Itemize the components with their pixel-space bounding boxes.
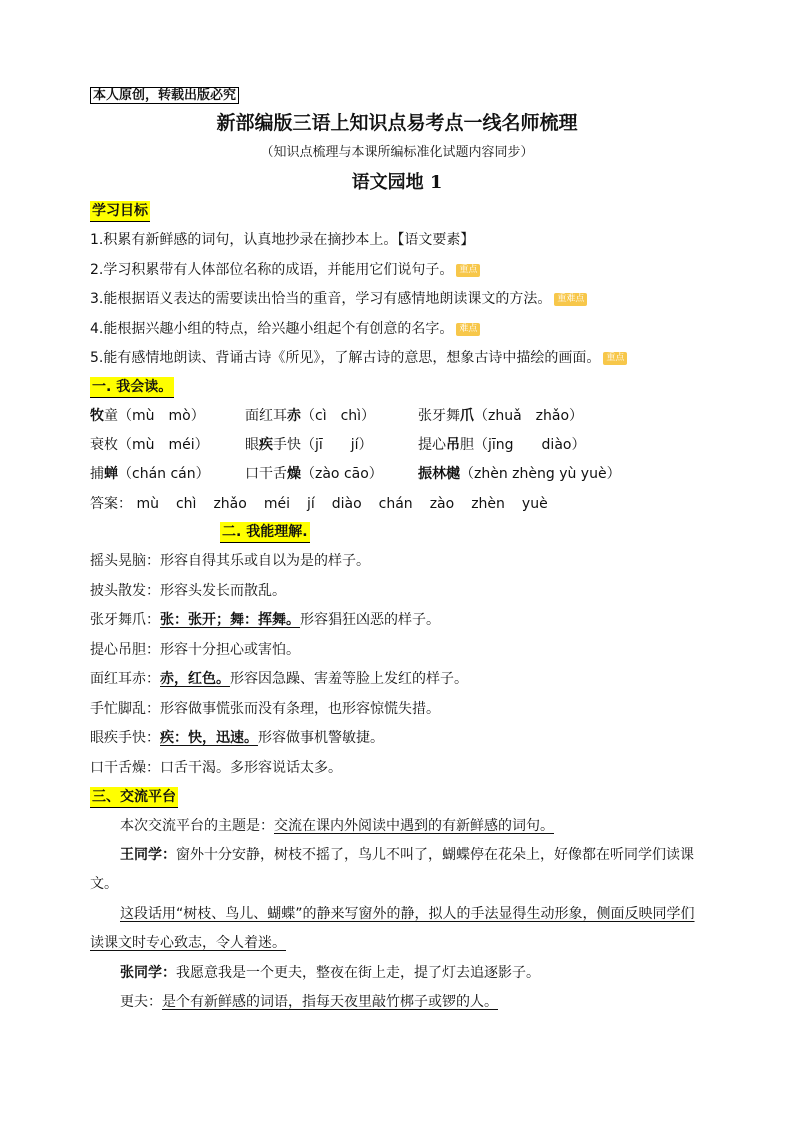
definition-item: [90, 581, 286, 601]
definition-term: 张牙舞爪：: [90, 612, 160, 628]
definition-meaning: 口舌干渴。多形容说话太多。: [160, 759, 342, 776]
goal-item: [90, 289, 587, 309]
goal-badge: 重点: [603, 352, 627, 365]
reading-key-char: 爪: [460, 408, 474, 424]
reading-pre: 捕: [90, 466, 104, 482]
goals-heading: 学习目标: [90, 201, 150, 222]
definition-term: 口干舌燥：: [90, 759, 160, 776]
reading-key-char: 疾: [259, 437, 273, 453]
definition-gloss: 赤，红色。: [160, 671, 230, 687]
reading-item: [418, 406, 583, 426]
reading-post: （zào cāo）: [301, 466, 383, 482]
wang-paragraph: 王同学：窗外十分安静，树枝不摇了，鸟儿不叫了，蝴蝶停在花朵上，好像都在听同学们读课文。: [90, 847, 694, 892]
definition-meaning: 形容猖狂凶恶的样子。: [300, 612, 440, 628]
goal-text: 3.能根据语义表达的需要读出恰当的重音，学习有感情地朗读课文的方法。: [90, 291, 552, 307]
definition-meaning: 形容自得其乐或自以为是的样子。: [160, 553, 370, 569]
answer-item: zào: [429, 496, 455, 512]
definition-item: [90, 699, 440, 719]
zhang-line: 张同学：我愿意我是一个更夫，整夜在街上走，提了灯去追逐影子。: [120, 965, 540, 981]
definition-meaning: 形容十分担心或害怕。: [160, 641, 300, 658]
lesson-title: 语文园地 1: [351, 172, 443, 193]
reading-pre: 口干舌: [245, 466, 287, 482]
reading-pre: 张牙舞: [418, 408, 460, 424]
definition-term: 眼疾手快：: [90, 730, 160, 746]
reading-item: [418, 464, 621, 484]
reading-post: （zhuǎ zhǎo）: [474, 408, 584, 424]
reading-answers: 答案： mù chì zhǎo méi jí diào chán zào zhèn yuè: [90, 496, 548, 512]
answer-item: yuè: [521, 496, 548, 512]
reading-pre: 提心: [418, 437, 446, 453]
definition-term: 手忙脚乱：: [90, 700, 160, 717]
definition-meaning: 形容因急躁、害羞等脸上发红的样子。: [230, 671, 468, 687]
definition-item: [90, 758, 342, 778]
reading-post: 童（mù mò）: [104, 408, 205, 424]
goal-item: [90, 319, 480, 339]
reading-item: [90, 464, 210, 484]
definition-item: [90, 728, 384, 748]
reading-item: [418, 435, 585, 455]
goal-badge: 难点: [456, 323, 480, 336]
reading-post: （chán cán）: [118, 466, 210, 482]
goal-text: 5.能有感情地朗读、背诵古诗《所见》，了解古诗的意思，想象古诗中描绘的画面。: [90, 350, 601, 366]
reading-item: [90, 435, 209, 455]
answer-item: diào: [331, 496, 362, 512]
reading-key-char: 燥: [287, 466, 301, 482]
reading-post: 胆（jīng diào）: [460, 437, 586, 453]
goal-item: [90, 230, 474, 250]
definition-item: [90, 551, 370, 571]
gengfu-line: 更夫：是个有新鲜感的词语，指每天夜里敲竹梆子或锣的人。: [120, 994, 498, 1010]
definition-term: 面红耳赤：: [90, 671, 160, 687]
definition-meaning: 形容做事慌张而没有条理，也形容惊慌失措。: [160, 700, 440, 717]
reading-item: [245, 435, 373, 455]
document-title: 新部编版三语上知识点易考点一线名师梳理: [216, 112, 578, 134]
goal-badge: 重点: [456, 264, 480, 277]
definition-item: [90, 669, 468, 689]
reading-post: 手快（jī jí）: [273, 437, 373, 453]
reading-item: [90, 406, 205, 426]
reading-item: [245, 464, 383, 484]
reading-item: [245, 406, 375, 426]
goal-item: [90, 348, 627, 368]
answer-item: zhǎo: [213, 496, 247, 512]
reading-post: （cì chì）: [301, 408, 376, 424]
definition-gloss: 疾：快，迅速。: [160, 730, 258, 746]
definition-meaning: 形容头发长而散乱。: [160, 582, 286, 599]
answer-item: jí: [306, 496, 315, 512]
goal-item: [90, 260, 480, 280]
goal-badge: 重难点: [554, 293, 587, 306]
theme-line: 本次交流平台的主题是：交流在课内外阅读中遇到的有新鲜感的词句。: [120, 818, 554, 834]
definition-term: 披头散发：: [90, 582, 160, 599]
document-subtitle: （知识点梳理与本课所编标准化试题内容同步）: [260, 145, 534, 160]
definition-meaning: 形容做事机警敏捷。: [258, 730, 384, 746]
answer-item: zhèn: [471, 496, 505, 512]
reading-pre: 面红耳: [245, 408, 287, 424]
definition-term: 摇头晃脑：: [90, 553, 160, 569]
definition-item: [90, 640, 300, 660]
copyright-notice: 本人原创，转载出版必究: [90, 85, 239, 106]
definition-item: [90, 610, 440, 630]
reading-key-char: 赤: [287, 408, 301, 424]
definition-gloss: 张：张开；舞：挥舞。: [160, 612, 300, 628]
reading-key-char: 吊: [446, 437, 460, 453]
reading-key-char: 牧: [90, 408, 104, 424]
analysis-paragraph: 这段话用“树枝、鸟儿、蝴蝶”的静来写窗外的静，拟人的手法显得生动形象，侧面反映同学们读课文时专心致志，令人着迷。: [90, 906, 695, 951]
goal-text: 1.积累有新鲜感的词句，认真地抄录在摘抄本上。【语文要素】: [90, 232, 475, 248]
answer-item: chán: [378, 496, 413, 512]
section3-heading: 三、交流平台: [90, 787, 178, 808]
reading-pre: 眼: [245, 437, 259, 453]
section1-heading: 一. 我会读。: [90, 377, 174, 398]
reading-post: 衰枚（mù méi）: [90, 437, 209, 453]
answer-item: chì: [175, 496, 197, 512]
answer-item: mù: [136, 496, 159, 512]
section2-heading: 二. 我能理解.: [220, 522, 310, 543]
definition-term: 提心吊胆：: [90, 641, 160, 658]
answer-item: méi: [263, 496, 290, 512]
goal-text: 2.学习积累带有人体部位名称的成语，并能用它们说句子。: [90, 261, 454, 278]
reading-post: （zhèn zhèng yù yuè）: [460, 466, 621, 482]
reading-key-char: 振林樾: [418, 466, 460, 482]
goal-text: 4.能根据兴趣小组的特点，给兴趣小组起个有创意的名字。: [90, 320, 454, 337]
reading-key-char: 蝉: [104, 466, 118, 482]
